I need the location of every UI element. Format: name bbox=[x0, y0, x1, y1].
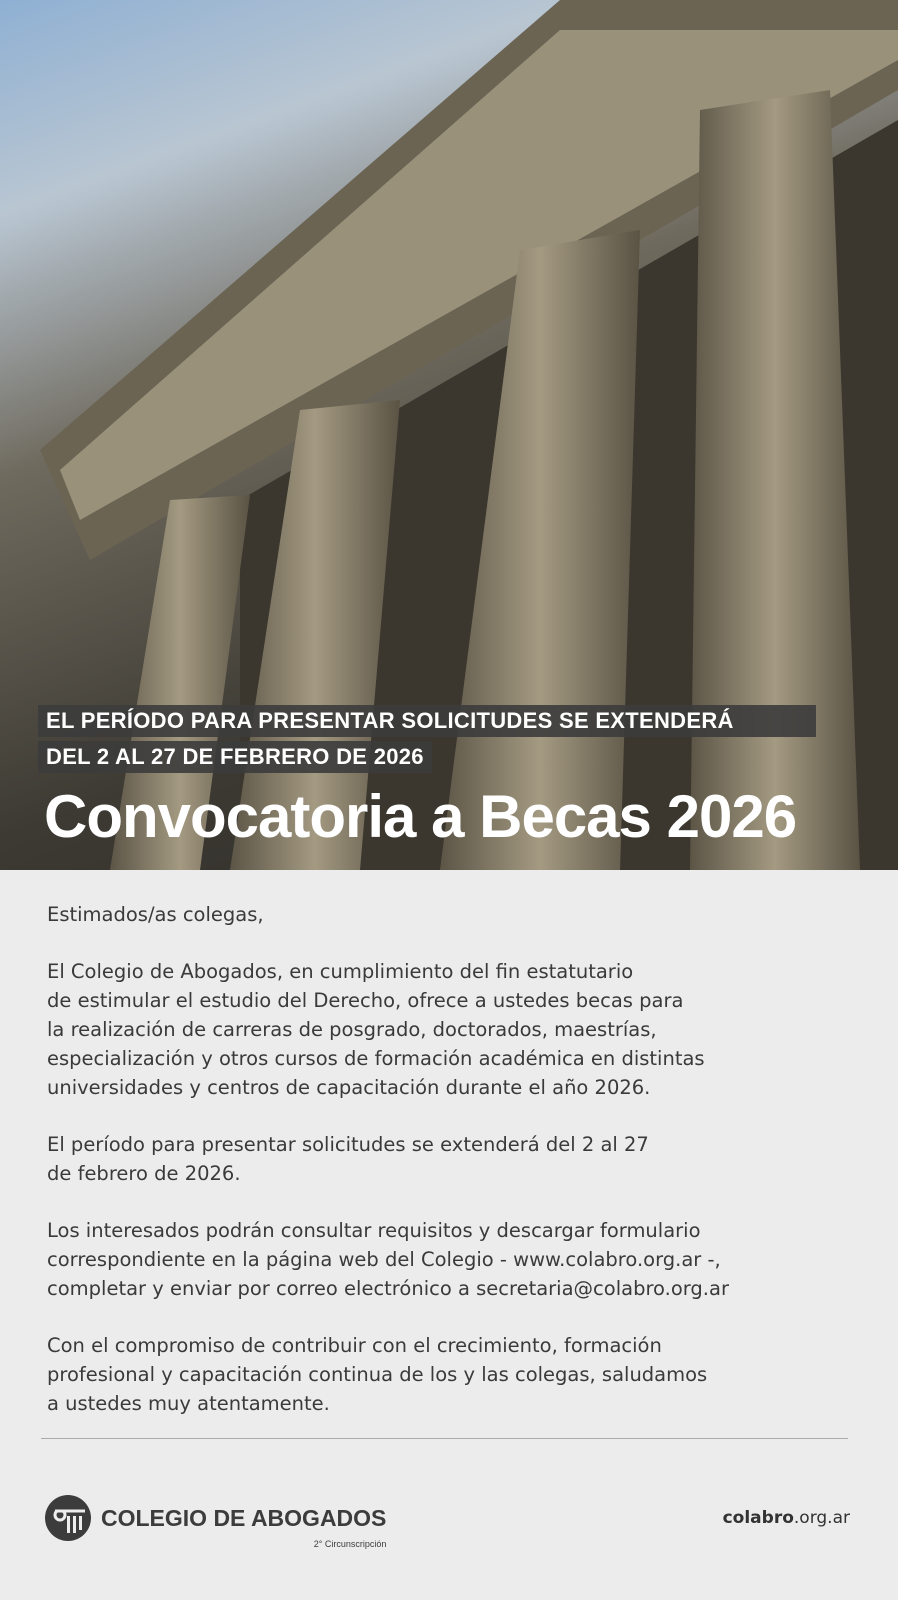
website-link[interactable] bbox=[723, 1504, 850, 1533]
date-banner-line-1: EL PERÍODO PARA PRESENTAR SOLICITUDES SE EXTENDERÁ bbox=[38, 705, 816, 737]
footer bbox=[45, 1495, 850, 1549]
date-banner-line-2: DEL 2 AL 27 DE FEBRERO DE 2026 bbox=[38, 741, 432, 773]
paragraph-requirements: Los interesados podrán consultar requisitos y descargar formulario correspondiente en la página web del Colegio - www.colabro.org.ar -, completar y enviar por correo electrónico a secretaria@colabro.org.ar bbox=[47, 1219, 729, 1300]
paragraph-closing: Con el compromiso de contribuir con el crecimiento, formación profesional y capacitación continua de los y las colegas, saludamos a ustedes muy atentamente. bbox=[47, 1334, 708, 1415]
greeting: Estimados/as colegas, bbox=[47, 903, 264, 926]
site-domain-tld: .org.ar bbox=[793, 1507, 850, 1528]
site-domain-bold: colabro bbox=[722, 1507, 794, 1528]
logo-name: COLEGIO DE ABOGADOS bbox=[101, 1504, 387, 1531]
logo-subtitle: 2° Circunscripción bbox=[313, 1538, 387, 1549]
letter-body bbox=[0, 870, 898, 1600]
divider bbox=[41, 1438, 848, 1439]
logo bbox=[45, 1495, 387, 1549]
page-title: Convocatoria a Becas 2026 bbox=[44, 783, 797, 850]
column-logo-icon bbox=[45, 1495, 91, 1541]
paragraph-period: El período para presentar solicitudes se extenderá del 2 al 27 de febrero de 2026. bbox=[47, 1133, 649, 1185]
paragraph-intro: El Colegio de Abogados, en cumplimiento del fin estatutario de estimular el estudio del Derecho, ofrece a ustedes becas para la realización de carreras de posgrado, doctorados, maestrías, especialización y otros cursos de formación académica en distintas universidades y centros de capacitación durante el año 2026. bbox=[47, 960, 705, 1099]
